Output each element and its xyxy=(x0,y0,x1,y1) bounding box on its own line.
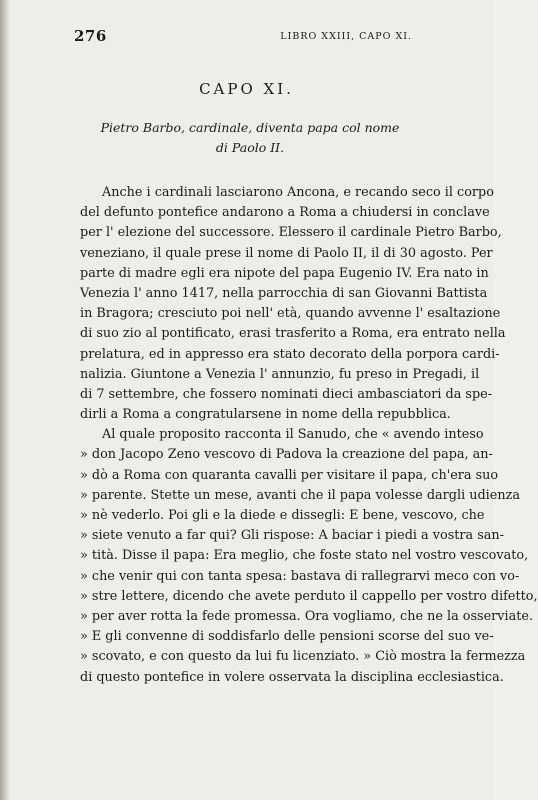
text-line: nalizia. Giuntone a Venezia l' annunzio, fu preso in Pregadi, il xyxy=(80,366,480,382)
text-line: veneziano, il quale prese il nome di Paolo II, il di 30 agosto. Per xyxy=(80,245,493,261)
page-header xyxy=(74,27,412,45)
text-line: » stre lettere, dicendo che avete perduto il cappello per vostro difetto, xyxy=(80,588,538,604)
text-line: Al quale proposito racconta il Sanudo, che « avendo inteso xyxy=(102,427,484,443)
text-line: in Bragora; cresciuto poi nell' età, quando avvenne l' esaltazione xyxy=(80,306,501,322)
text-line: » che venir qui con tanta spesa: bastava di rallegrarvi meco con vo- xyxy=(80,568,520,584)
text-line: » nè vederlo. Poi gli e la diede e dissegli: E bene, vescovo, che xyxy=(80,508,485,523)
text-line: parte di madre egli era nipote del papa Eugenio IV. Era nato in xyxy=(80,265,489,281)
text-line: » E gli convenne di soddisfarlo delle pensioni scorse del suo ve- xyxy=(80,629,494,645)
text-line: per l' elezione del successore. Elessero il cardinale Pietro Barbo, xyxy=(80,225,502,241)
text-line: » dò a Roma con quaranta cavalli per visitare il papa, ch'era suo xyxy=(80,467,499,483)
text-line: di suo zio al pontificato, erasi trasferito a Roma, era entrato nella xyxy=(80,326,506,342)
text-line: » per aver rotta la fede promessa. Ora vogliamo, che ne la osserviate. xyxy=(80,608,534,624)
text-line: di questo pontefice in volere osservata la disciplina ecclesiastica. xyxy=(80,669,504,685)
text-line: Anche i cardinali lasciarono Ancona, e recando seco il corpo xyxy=(102,185,494,200)
chapter-subtitle xyxy=(100,118,400,158)
text-line: » siete venuto a far qui? Gli rispose: A baciar i piedi a vostra san- xyxy=(80,528,504,544)
page-number: 276 xyxy=(74,27,107,45)
text-line: Venezia l' anno 1417, nella parrocchia di san Giovanni Battista xyxy=(80,285,488,301)
text-line: » don Jacopo Zeno vescovo di Padova la creazione del papa, an- xyxy=(80,447,493,463)
text-line: » parente. Stette un mese, avanti che il papa volesse dargli udienza xyxy=(80,487,520,503)
text-line: » scovato, e con questo da lui fu licenziato. » Ciò mostra la fermezza xyxy=(80,649,526,665)
text-line: del defunto pontefice andarono a Roma a chiudersi in conclave xyxy=(80,205,490,221)
text-line: » tità. Disse il papa: Era meglio, che foste stato nel vostro vescovato, xyxy=(80,548,529,564)
text-line: dirli a Roma a congratularsene in nome della repubblica. xyxy=(80,407,451,423)
text-line: prelatura, ed in appresso era stato decorato della porpora cardi- xyxy=(80,346,500,362)
running-head: LIBRO XXIII, CAPO XI. xyxy=(280,31,412,42)
body-text xyxy=(80,183,538,688)
page-gutter-shadow xyxy=(0,0,10,800)
chapter-title: CAPO XI. xyxy=(199,80,294,98)
subtitle-line: di Paolo II. xyxy=(215,140,285,155)
text-line: di 7 settembre, che fossero nominati dieci ambasciatori da spe- xyxy=(80,386,493,402)
subtitle-line: Pietro Barbo, cardinale, diventa papa col nome xyxy=(100,120,400,135)
